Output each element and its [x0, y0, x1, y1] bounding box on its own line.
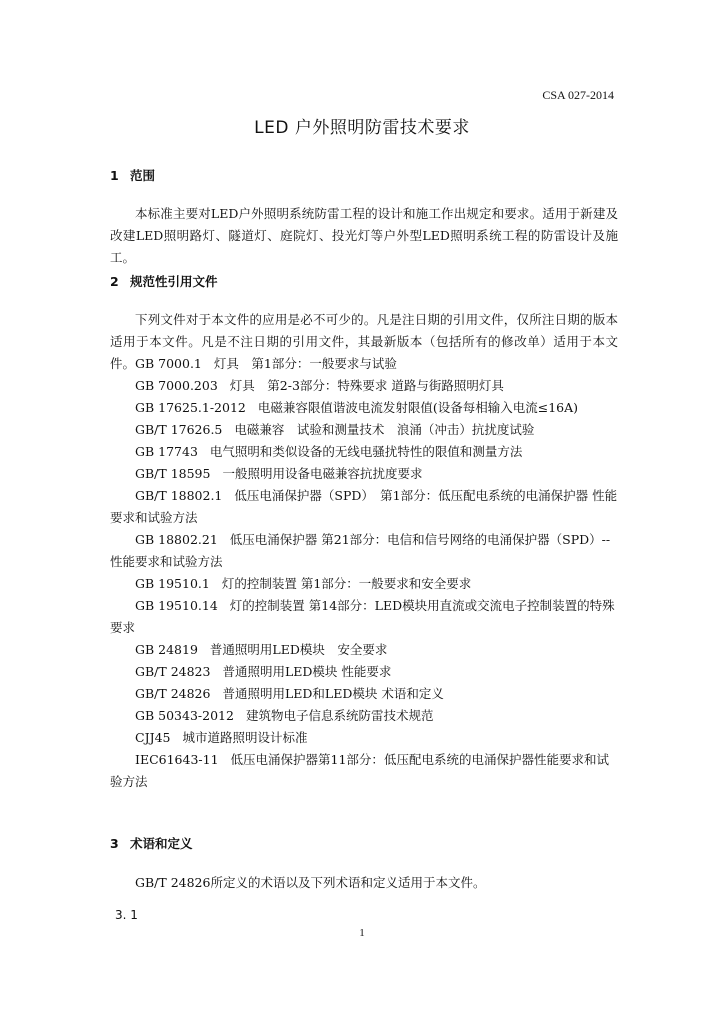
section-3-title: 术语和定义: [130, 836, 193, 851]
reference-title: 灯具 第2-3部分：特殊要求 道路与街路照明灯具: [229, 378, 504, 393]
reference-code: GB 19510.1: [135, 576, 210, 591]
section-3-number: 3: [110, 836, 119, 851]
reference-item: [110, 595, 618, 639]
section-3-heading: [110, 834, 193, 852]
reference-code: GB 7000.1: [135, 356, 202, 371]
reference-code: IEC61643-11: [135, 752, 219, 767]
reference-code: GB/T 18595: [135, 466, 211, 481]
reference-title: 灯具 第1部分：一般要求与试验: [213, 356, 397, 371]
reference-title: 电磁兼容限值谐波电流发射限值(设备每相输入电流≤16A): [257, 400, 579, 415]
reference-code: GB 18802.21: [135, 532, 218, 547]
section-2-paragraph: 下列文件对于本文件的应用是必不可少的。凡是注日期的引用文件，仅所注日期的版本适用于本文件。凡是不注日期的引用文件，其最新版本（包括所有的修改单）适用于本文件。: [110, 312, 618, 371]
reference-code: GB 24819: [135, 642, 198, 657]
reference-title: 普通照明用LED模块 安全要求: [209, 642, 388, 657]
reference-title: 电磁兼容 试验和测量技术 浪涌（冲击）抗扰度试验: [234, 422, 535, 437]
section-2-number: 2: [110, 274, 119, 289]
reference-item: [110, 639, 618, 661]
reference-item: [110, 727, 618, 749]
reference-item: [110, 573, 618, 595]
section-3-paragraph: GB/T 24826所定义的术语以及下列术语和定义适用于本文件。: [135, 875, 486, 890]
reference-item: [110, 353, 618, 375]
document-title: LED 户外照明防雷技术要求: [254, 118, 470, 138]
section-1-heading: [110, 166, 155, 184]
reference-code: GB/T 24826: [135, 686, 211, 701]
reference-title: 普通照明用LED和LED模块 术语和定义: [222, 686, 444, 701]
section-1-title: 范围: [130, 168, 156, 183]
reference-code: GB 7000.203: [135, 378, 218, 393]
reference-item: [110, 683, 618, 705]
section-1-paragraph: 本标准主要对LED户外照明系统防雷工程的设计和施工作出规定和要求。适用于新建及改建LED照明路灯、隧道灯、庭院灯、投光灯等户外型LED照明系统工程的防雷设计及施工。: [110, 206, 618, 265]
reference-item: [110, 375, 618, 397]
reference-code: GB/T 24823: [135, 664, 211, 679]
reference-item: [110, 441, 618, 463]
reference-code: GB/T 18802.1: [135, 488, 223, 503]
reference-code: GB/T 17626.5: [135, 422, 223, 437]
reference-title: 灯的控制装置 第14部分：LED模块用直流或交流电子控制装置的特殊要求: [110, 598, 615, 635]
reference-title: 电气照明和类似设备的无线电骚扰特性的限值和测量方法: [209, 444, 523, 459]
section-1-number: 1: [110, 168, 119, 183]
reference-title: 普通照明用LED模块 性能要求: [222, 664, 392, 679]
reference-title: 低压电涌保护器 第21部分：电信和信号网络的电涌保护器（SPD）--性能要求和试验方法: [110, 532, 611, 569]
reference-item: [110, 661, 618, 683]
reference-title: 低压电涌保护器（SPD） 第1部分：低压配电系统的电涌保护器 性能要求和试验方法: [110, 488, 618, 525]
reference-title: 建筑物电子信息系统防雷技术规范: [245, 708, 434, 723]
reference-item: [110, 419, 618, 441]
reference-title: 灯的控制装置 第1部分：一般要求和安全要求: [221, 576, 472, 591]
reference-item: [110, 397, 618, 419]
normative-references-list: [110, 353, 618, 793]
clause-number: 3. 1: [115, 908, 138, 922]
reference-code: GB 50343-2012: [135, 708, 234, 723]
reference-item: [110, 749, 618, 793]
reference-title: 城市道路照明设计标准: [182, 730, 308, 745]
section-2-heading: [110, 272, 218, 290]
reference-item: [110, 463, 618, 485]
document-code: CSA 027-2014: [542, 88, 614, 102]
reference-code: GB 17743: [135, 444, 198, 459]
reference-title: 低压电涌保护器第11部分：低压配电系统的电涌保护器性能要求和试验方法: [110, 752, 609, 789]
reference-item: [110, 485, 618, 529]
page-number: 1: [359, 927, 365, 939]
section-2-title: 规范性引用文件: [130, 274, 218, 289]
reference-code: CJJ45: [135, 730, 171, 745]
reference-item: [110, 529, 618, 573]
reference-code: GB 19510.14: [135, 598, 218, 613]
reference-code: GB 17625.1-2012: [135, 400, 246, 415]
reference-title: 一般照明用设备电磁兼容抗扰度要求: [222, 466, 423, 481]
reference-item: [110, 705, 618, 727]
